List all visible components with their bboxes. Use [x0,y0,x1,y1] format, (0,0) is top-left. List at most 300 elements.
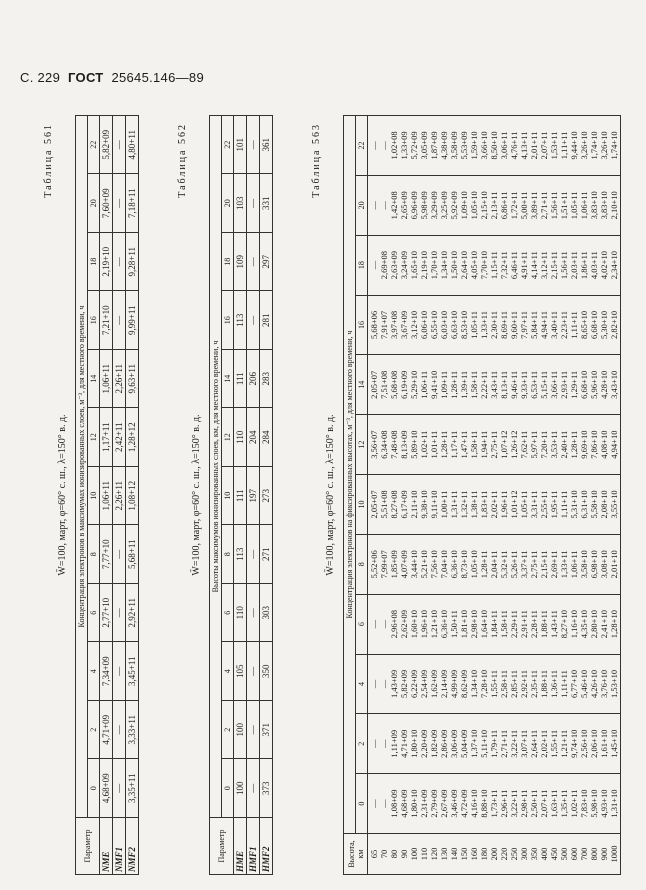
table-cell: 6,63+10 [449,310,459,340]
table-cell: 1,06+11 [100,467,113,526]
table-cell: 4,35+10 [579,610,589,639]
column-header: 4 [88,642,100,701]
table-cell: 1,28+12 [126,408,139,467]
table-cell: 2,05+07 [369,370,379,399]
rotated-content [37,115,635,875]
table-cell: 5,97+11 [529,430,539,459]
table-cell: 3,33+11 [126,701,139,760]
table-cell: 4,26+10 [589,669,599,699]
table-cell: 101 [234,116,247,175]
table-cell: 3,53+11 [549,430,559,459]
table-562-title: Таблица 562 [177,123,188,198]
table-cell: 2,26+11 [113,467,126,526]
table-cell: 7,99+07 [379,550,389,579]
table-cell: 3,43+10 [609,370,619,399]
height-value: 180 [479,847,489,861]
table-cell: 4,71+09 [100,701,113,760]
value-column [368,295,621,355]
value-column [368,654,621,714]
table-cell: 6,86+11 [499,191,509,220]
table-cell: 3,66+11 [549,370,559,399]
table-cell: 103 [234,174,247,233]
table-cell: 297 [260,233,273,292]
table-cell: 1,65+10 [409,251,419,280]
table-cell: 2,96+11 [499,789,509,818]
table-cell: 373 [260,759,273,818]
table-cell: 8,50+10 [489,131,499,160]
table-cell: — [113,174,126,233]
table-row [113,116,126,875]
table-cell: 3,76+10 [599,669,609,699]
table-cell: 1,02+11 [419,430,429,459]
column-header: 0 [222,759,234,818]
table-cell: 2,14+09 [439,669,449,699]
table-cell: 6,22+09 [409,669,419,699]
table-cell: 9,74+10 [569,729,579,758]
table-cell: 5,52+06 [369,550,379,579]
table-cell: 5,30+10 [599,310,609,340]
column-header: 20 [222,174,234,233]
table-cell: 1,55+11 [549,729,559,758]
table-cell: 3,66+10 [479,131,489,160]
table-cell: 1,28+11 [569,430,579,459]
table-cell: — [369,799,379,808]
table-cell: 271 [260,525,273,584]
table-cell: 2,80+10 [589,610,599,639]
table-cell: 5,72+09 [409,131,419,160]
column-header: 8 [222,525,234,584]
table-cell: 7,60+09 [100,174,113,233]
table-cell: 6,46+11 [509,251,519,280]
table-cell: 284 [260,408,273,467]
height-value: 120 [429,847,439,861]
table-cell: 350 [260,642,273,701]
table-cell: 2,96+08 [389,610,399,639]
table-cell: 4,03+11 [589,251,599,280]
column-header: 16 [222,291,234,350]
table-cell: 206 [247,350,260,409]
table-cell: 2,91+11 [519,610,529,639]
table-cell: 1,96+10 [419,610,429,639]
table-cell: 3,89+11 [529,191,539,220]
table-cell: 6,53+11 [529,370,539,399]
table-caption: Высоты максимумов ионизированных слоев, км, для местного времени, ч [210,116,222,818]
table-cell: 105 [234,642,247,701]
table-cell: 2,67+09 [439,789,449,818]
table-cell: 9,28+11 [126,233,139,292]
table-cell: 1,87+09 [429,131,439,160]
table-cell: 4,16+10 [469,789,479,818]
table-cell: 2,31+09 [419,789,429,818]
height-value: 450 [549,847,559,861]
param-name: NMF1 [113,818,126,875]
table-562-block [173,115,303,875]
table-cell: 1,07+12 [499,430,509,459]
table-cell: 7,77+10 [100,525,113,584]
table-cell: 2,26+11 [113,350,126,409]
table-cell: 9,41+10 [429,370,439,399]
table-cell: 3,12+11 [539,251,549,280]
table-cell: 204 [247,408,260,467]
column-header: 8 [356,534,368,594]
table-cell: 7,62+11 [519,430,529,459]
table-cell: 8,13+11 [499,370,509,399]
table-cell: 1,11+11 [559,131,569,160]
table-cell: 113 [234,291,247,350]
table-cell: 1,83+11 [479,490,489,519]
table-cell: — [247,116,260,175]
table-cell: 5,26+11 [509,550,519,579]
table-cell: — [379,679,389,689]
table-cell: 7,56+10 [429,550,439,579]
value-column [368,175,621,235]
table-cell: 2,01+10 [609,550,619,579]
value-column [368,235,621,295]
height-value: 350 [529,847,539,861]
table-cell: 1,43+09 [389,669,399,699]
table-cell: 7,28+10 [479,669,489,699]
table-cell: 8,65+10 [579,310,589,340]
table-cell: 5,11+10 [479,729,489,758]
table-cell: 4,72+09 [459,789,469,818]
height-value: 800 [589,847,599,861]
column-header: 6 [356,594,368,654]
table-cell: — [113,116,126,175]
table-561-title: Таблица 561 [43,123,54,198]
table-cell: 1,11+11 [559,490,569,519]
table-cell: 3,06+11 [499,131,509,160]
value-column [368,116,621,176]
column-header: 22 [222,116,234,175]
table-cell: 3,58+10 [579,550,589,579]
height-value: 130 [439,847,449,861]
table-cell: 7,04+10 [439,550,449,579]
table-cell: 1,01+12 [509,490,519,519]
table-cell: — [113,759,126,818]
table-cell: 331 [260,174,273,233]
table-cell: 6,68+10 [579,370,589,399]
table-cell: 1,73+11 [489,789,499,818]
column-header: 14 [356,355,368,415]
value-column [368,534,621,594]
table-cell: 2,19+10 [419,251,429,280]
table-cell: 9,99+11 [126,291,139,350]
table-cell: 2,29+11 [509,610,519,639]
table-cell: 7,48+08 [389,430,399,459]
table-cell: 303 [260,584,273,643]
table-563-title: Таблица 563 [311,123,322,198]
table-cell: 1,16+10 [569,610,579,639]
table-cell: 1,09+10 [459,191,469,220]
table-cell: 1,00+11 [439,490,449,519]
table-cell: 1,28+11 [479,550,489,579]
height-value: 200 [489,847,499,861]
column-header: 14 [222,350,234,409]
table-cell: 9,60+11 [509,311,519,339]
table-cell: 3,37+11 [519,550,529,579]
table-cell: 1,17+11 [449,430,459,459]
table-cell: — [113,584,126,643]
height-value: 150 [459,847,469,861]
table-cell: 2,75+11 [489,430,499,459]
table-cell: 7,18+11 [126,174,139,233]
table-cell: 9,69+10 [579,430,589,459]
table-caption: Концентрация электронов в максимумах ионизированных слоев, м⁻³, для местного времени, ч [76,116,88,818]
table-cell: 1,58+11 [469,430,479,459]
table-cell: 1,05+10 [469,191,479,220]
table-cell: 4,71+09 [399,729,409,758]
param-name: HMF1 [247,818,260,875]
table-cell: 1,94+11 [479,430,489,459]
table-cell: 361 [260,116,273,175]
table-cell: 5,00+11 [519,191,529,220]
height-value: 500 [559,847,569,861]
table-cell: 8,62+09 [459,669,469,699]
param-name: HME [234,818,247,875]
table-cell: 2,10+10 [609,191,619,220]
table-cell: 3,25+09 [439,191,449,220]
table-row [100,116,113,875]
table-cell: 9,44+10 [569,131,579,160]
table-cell: — [113,642,126,701]
table-cell: 2,92+11 [519,670,529,698]
table-cell: 7,32+11 [499,251,509,280]
table-cell: 1,84+11 [489,610,499,639]
table-row [368,116,621,875]
table-cell: 7,51+08 [379,370,389,399]
table-cell: 2,41+10 [599,610,609,639]
height-value: 400 [539,847,549,861]
table-cell: 1,02+08 [389,131,399,160]
table-cell: 1,08+12 [126,467,139,526]
table-cell: 4,80+11 [126,116,139,175]
value-column [368,594,621,654]
table-cell: 1,28+10 [609,610,619,639]
table-cell: 1,31+11 [449,490,459,519]
table-cell: 1,01+11 [429,430,439,459]
table-cell: 1,82+09 [429,729,439,758]
table-cell: 5,92+09 [449,191,459,220]
table-cell: 5,46+10 [579,669,589,699]
table-cell: 1,34+10 [439,251,449,280]
table-cell: 8,73+10 [459,550,469,579]
column-header: 8 [88,525,100,584]
height-value: 70 [379,849,389,859]
column-header: 4 [356,654,368,714]
height-value: 90 [399,849,409,859]
table-cell: 6,55+10 [429,310,439,340]
table-cell: 3,31+11 [529,490,539,519]
table-cell: 1,88+11 [539,610,549,639]
table-cell: 7,20+11 [539,430,549,459]
table-cell: 1,37+10 [469,729,479,758]
column-header: 18 [88,233,100,292]
table-cell: 2,63+09 [389,251,399,280]
table-cell: 7,21+10 [100,291,113,350]
table-cell: 2,69+11 [549,550,559,579]
table-row [260,116,273,875]
table-cell: 5,84+11 [529,311,539,339]
table-cell: 2,22+11 [479,370,489,399]
table-cell: 1,59+10 [469,131,479,160]
table-cell: 2,58+11 [499,670,509,698]
table-cell: 1,70+10 [429,251,439,280]
table-cell: 3,07+11 [519,729,529,758]
column-header: 6 [88,584,100,643]
table-cell: 7,70+10 [479,251,489,280]
table-cell: 5,29+10 [409,370,419,399]
height-value: 1000 [609,845,619,863]
param-name: NMF2 [126,818,139,875]
table-cell: 2,56+10 [579,729,589,758]
table-cell: 2,54+09 [419,669,429,699]
table-cell: 1,11+09 [389,729,399,758]
table-cell: 5,96+10 [589,370,599,399]
table-cell: 1,56+11 [559,251,569,280]
table-cell: 3,05+09 [419,131,429,160]
table-cell: 1,32+11 [459,490,469,519]
table-cell: 3,24+09 [399,251,409,280]
table-cell: 1,58+11 [499,610,509,639]
table-cell: 1,08+09 [389,789,399,818]
column-header: 2 [356,714,368,774]
height-header: Высота, км [344,834,368,875]
value-column [368,415,621,475]
column-header: 2 [222,701,234,760]
table-cell: 3,26+10 [579,131,589,160]
table-cell: 1,55+11 [489,670,499,698]
table-561 [75,115,139,875]
table-cell: 5,98+09 [419,191,429,220]
table-563 [343,115,621,875]
table-cell: — [369,201,379,210]
table-cell: 1,09+11 [439,370,449,399]
table-cell: 4,68+09 [399,789,409,818]
table-cell: 3,08+10 [599,550,609,579]
table-cell: 4,99+09 [449,669,459,699]
table-cell: 1,86+11 [579,251,589,280]
table-cell: 3,46+09 [449,789,459,818]
height-value: 300 [519,847,529,861]
table-cell: 5,68+08 [389,370,399,399]
table-cell: 3,35+11 [126,759,139,818]
table-cell: 2,65+09 [399,191,409,220]
column-header: 0 [88,759,100,818]
table-cell: — [113,233,126,292]
table-cell: 5,82+09 [399,669,409,699]
table-cell: 3,83+10 [589,191,599,220]
table-cell: 2,71+11 [539,191,549,220]
table-cell: 100 [234,759,247,818]
table-cell: 1,50+11 [449,610,459,639]
table-cell: 1,64+10 [479,610,489,639]
table-cell: — [113,701,126,760]
table-cell: 1,96+11 [499,490,509,519]
table-cell: 8,27+08 [389,490,399,519]
table-cell: 1,05+11 [519,490,529,519]
table-cell: 2,04+11 [489,550,499,579]
table-cell: 1,58+11 [469,370,479,399]
table-cell: 1,36+11 [549,670,559,698]
doc-number: 25645.146—89 [111,70,204,85]
table-cell: 3,12+10 [409,310,419,340]
table-cell: 2,98+11 [519,789,529,818]
table-cell: 111 [234,350,247,409]
column-header: 18 [356,235,368,295]
table-cell: 1,62+09 [429,669,439,699]
table-cell: 1,47+11 [459,430,469,459]
value-column [368,355,621,415]
table-cell: 2,93+11 [559,370,569,399]
table-cell: 6,17+09 [399,490,409,519]
column-header: 12 [88,408,100,467]
table-cell: 4,91+11 [519,251,529,280]
table-562-condition: W̄=100, март, φ=60° с. ш., λ=150° в. д. [191,414,202,576]
table-cell: 2,20+09 [419,729,429,758]
table-cell: 4,08+10 [599,430,609,459]
table-cell: 283 [260,350,273,409]
table-cell: — [247,701,260,760]
table-cell: — [379,141,389,150]
column-header: 18 [222,233,234,292]
table-row [247,116,260,875]
table-cell: 2,35+11 [529,670,539,698]
table-cell: 9,63+11 [126,350,139,409]
table-cell: — [113,525,126,584]
table-cell: 2,64+10 [459,251,469,280]
table-cell: 1,79+11 [489,729,499,758]
table-cell: 6,36+10 [439,610,449,639]
table-cell: 2,07+11 [539,789,549,818]
table-cell: — [379,619,389,629]
table-cell: 1,88+11 [539,670,549,698]
table-cell: 8,27+10 [559,610,569,639]
column-header: 10 [356,475,368,535]
table-cell: 3,22+11 [509,789,519,818]
table-cell: 4,07+09 [399,550,409,579]
table-cell: 2,07+11 [539,131,549,160]
param-header: Параметр [210,818,234,875]
table-cell: 1,26+12 [509,430,519,459]
column-header: 12 [222,408,234,467]
table-cell: 1,63+11 [549,789,559,818]
table-cell: 3,26+10 [599,131,609,160]
table-cell: — [247,584,260,643]
table-563-block [309,115,635,875]
height-value: 160 [469,847,479,861]
table-cell: 6,19+09 [399,370,409,399]
table-cell: 3,06+09 [449,729,459,758]
height-column [368,834,621,875]
table-cell: 111 [234,467,247,526]
column-header: 2 [88,701,100,760]
table-cell: 3,43+11 [489,370,499,399]
table-cell: — [247,759,260,818]
table-cell: 197 [247,467,260,526]
table-cell: 5,32+11 [499,550,509,579]
column-header: 20 [88,174,100,233]
table-cell: 8,69+11 [499,311,509,339]
column-header: 0 [356,774,368,834]
table-cell: 1,21+10 [429,610,439,639]
table-cell: 2,79+09 [429,789,439,818]
column-header: 20 [356,175,368,235]
table-cell: 7,97+11 [519,311,529,339]
table-cell: 1,33+11 [479,311,489,339]
column-header: 12 [356,415,368,475]
table-cell: 5,68+06 [369,310,379,340]
table-cell: 1,17+11 [100,408,113,467]
